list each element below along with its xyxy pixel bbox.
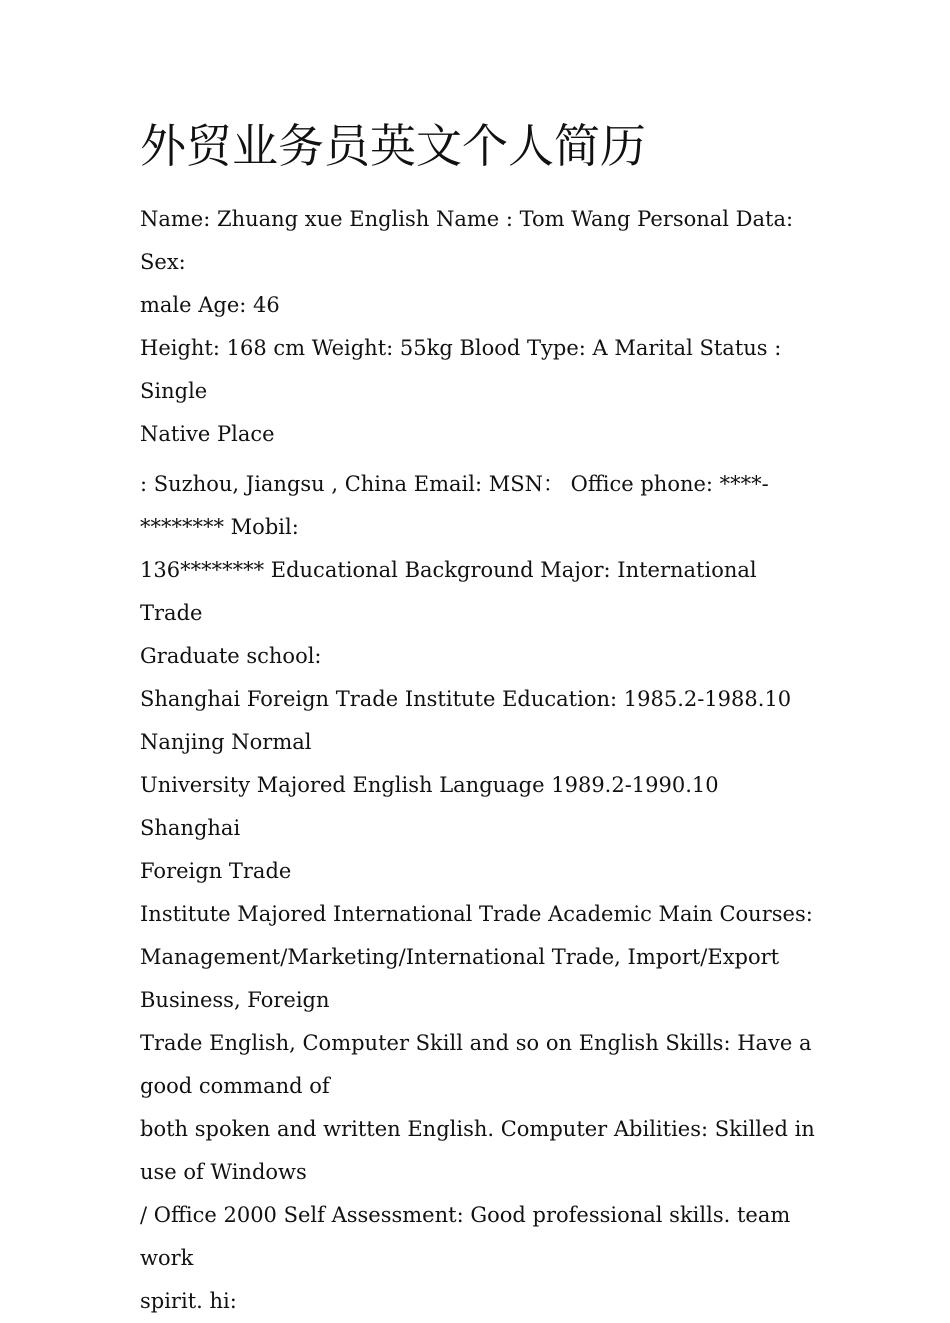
text-line: Name: Zhuang xue English Name : Tom Wang Personal Data: Sex: xyxy=(140,207,794,274)
text-line: : Suzhou, Jiangsu , China Email: MSN： Office phone: ****- xyxy=(140,472,769,496)
paragraph-education-school xyxy=(140,678,820,764)
document-body xyxy=(140,198,820,1323)
text-line: Height: 168 cm Weight: 55kg Blood Type: A Marital Status : Single xyxy=(140,336,782,403)
paragraph-education-university xyxy=(140,764,820,893)
paragraph-education-major xyxy=(140,549,820,678)
paragraph-courses xyxy=(140,893,820,1022)
text-line: Management/Marketing/International Trade, Import/Export xyxy=(140,945,780,969)
text-line: Foreign Trade xyxy=(140,859,292,883)
text-line: male Age: 46 xyxy=(140,293,280,317)
text-line: Business, Foreign xyxy=(140,988,330,1012)
text-line: Institute Majored International Trade Academic Main Courses: xyxy=(140,902,813,926)
text-line: Native Place xyxy=(140,422,275,446)
text-line: good command of xyxy=(140,1074,330,1098)
text-line: Graduate school: xyxy=(140,644,322,668)
text-line: Trade English, Computer Skill and so on English Skills: Have a xyxy=(140,1031,812,1055)
paragraph-contact xyxy=(140,463,820,549)
text-line: University Majored English Language 1989.2-1990.10 Shanghai xyxy=(140,773,719,840)
text-line: spirit. hi: xyxy=(140,1289,237,1313)
text-line: Shanghai Foreign Trade Institute Education: 1985.2-1988.10 xyxy=(140,687,792,711)
paragraph-computer-abilities xyxy=(140,1108,820,1194)
paragraph-self-assessment xyxy=(140,1194,820,1323)
text-line: ******** Mobil: xyxy=(140,515,299,539)
paragraph-english-skills xyxy=(140,1022,820,1108)
text-line: / Office 2000 Self Assessment: Good professional skills. team work xyxy=(140,1203,791,1270)
paragraph-personal-name xyxy=(140,198,820,327)
text-line: use of Windows xyxy=(140,1160,307,1184)
text-line: both spoken and written English. Computer Abilities: Skilled in xyxy=(140,1117,815,1141)
paragraph-physical-data xyxy=(140,327,820,456)
text-line: 136******** Educational Background Major: International Trade xyxy=(140,558,757,625)
text-line: Nanjing Normal xyxy=(140,730,312,754)
document-title: 外贸业务员英文个人简历 xyxy=(140,119,646,173)
